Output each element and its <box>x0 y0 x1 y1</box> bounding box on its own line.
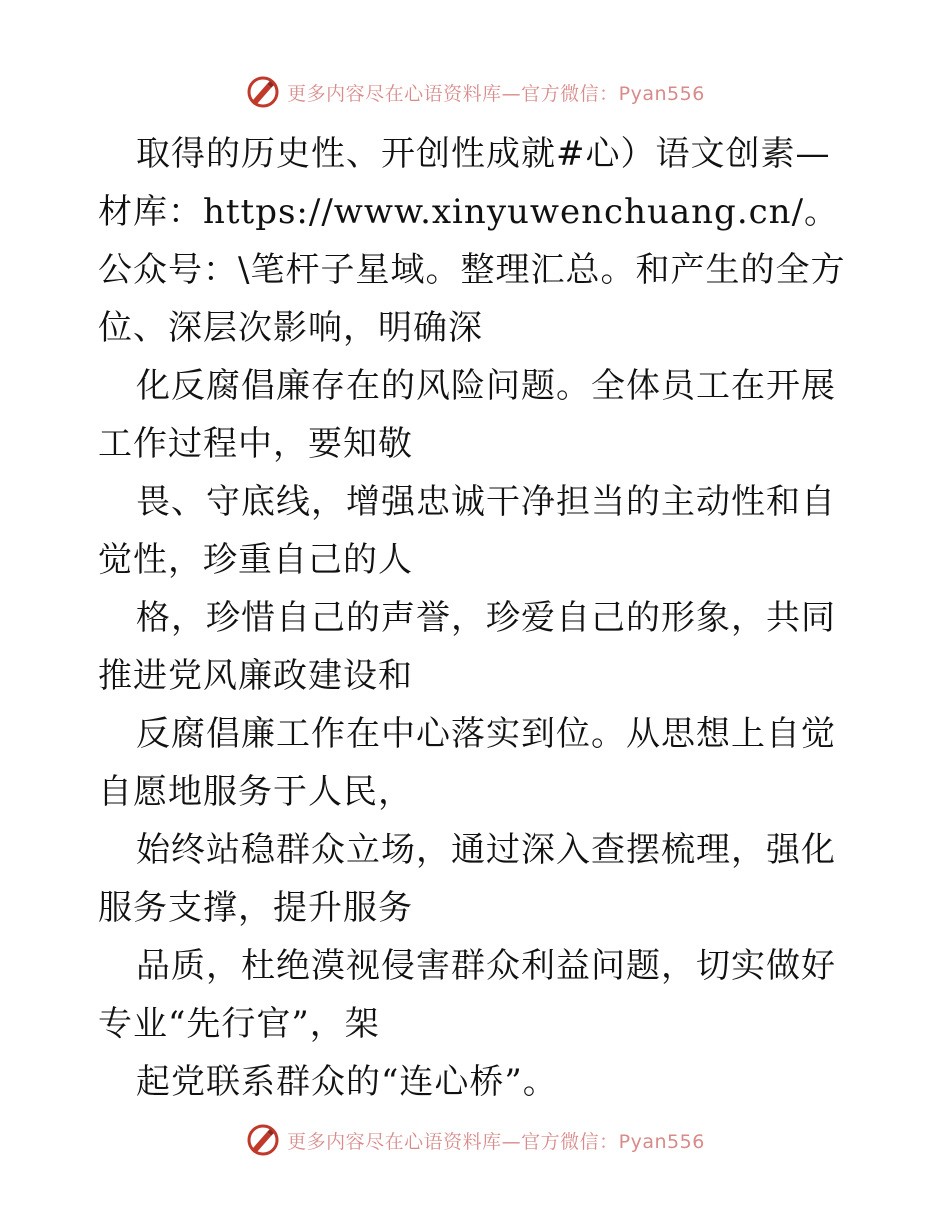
watermark-handle: Pyan556 <box>618 1130 705 1153</box>
paragraph: 品质，杜绝漠视侵害群众利益问题，切实做好专业“先行官”，架 <box>98 946 836 1044</box>
watermark-text: 更多内容尽在心语资料库—官方微信：Pyan556 <box>287 82 705 105</box>
paragraph: 格，珍惜自己的声誉，珍爱自己的形象，共同推进党风廉政建设和 <box>98 598 836 696</box>
footer-watermark <box>0 1120 950 1160</box>
paragraph: 取得的历史性、开创性成就#心）语文创素—材库：https://www.xinyuwenchuang.cn/。公众号：\笔杆子星域。整理汇总。和产生的全方位、深层次影响，明确深 <box>98 134 846 348</box>
paragraph: 化反腐倡廉存在的风险问题。全体员工在开展工作过程中，要知敬 <box>98 366 836 464</box>
paragraph: 畏、守底线，增强忠诚干净担当的主动性和自觉性，珍重自己的人 <box>98 482 836 580</box>
header-watermark <box>0 72 950 112</box>
pen-logo-icon <box>245 1122 281 1158</box>
paragraph: 始终站稳群众立场，通过深入查摆梳理，强化服务支撑，提升服务 <box>98 830 836 928</box>
document-body <box>98 125 858 1111</box>
watermark-handle: Pyan556 <box>618 82 705 105</box>
pen-logo-icon <box>245 74 281 110</box>
paragraph: 反腐倡廉工作在中心落实到位。从思想上自觉自愿地服务于人民， <box>98 714 836 812</box>
watermark-text: 更多内容尽在心语资料库—官方微信：Pyan556 <box>287 1130 705 1153</box>
paragraph: 起党联系群众的“连心桥”。 <box>136 1062 558 1102</box>
